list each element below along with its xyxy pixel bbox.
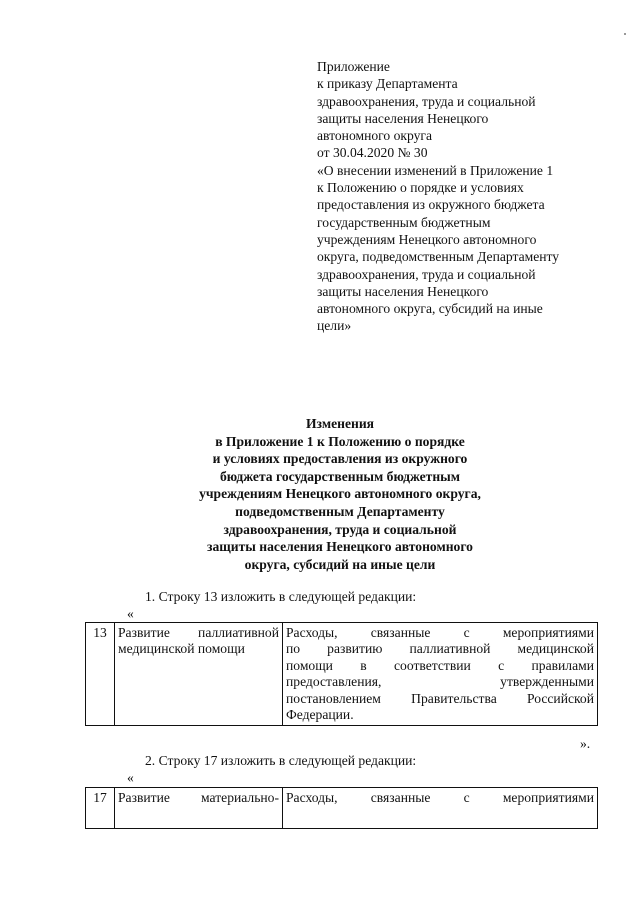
annex-line: учреждениям Ненецкого автономного [317, 231, 537, 247]
item1-text: 1. Строку 13 изложить в следующей редакции: [145, 589, 417, 604]
row-name-line: Развитие материально- [118, 790, 279, 805]
annex-line: округа, подведомственным Департаменту [317, 249, 560, 265]
row-desc-line: помощи в соответствии с правилами [286, 657, 594, 673]
title-line: округа, субсидий на иные цели [244, 556, 436, 572]
annex-line: от 30.04.2020 № 30 [317, 145, 428, 161]
annex-line: к Положению о порядке и условиях [317, 180, 524, 196]
row-description-cell [283, 623, 598, 726]
row-number: 17 [86, 788, 115, 829]
row-name-cell [115, 788, 283, 829]
document-title [150, 415, 530, 573]
item2-open-quote: « [127, 770, 134, 785]
title-line: в Приложение 1 к Положению о порядке [215, 433, 465, 449]
row-desc-line: предоставления, утвержденными [286, 674, 594, 690]
title-line: бюджета государственным бюджетным [219, 468, 461, 484]
row-desc-line: Расходы, связанные с мероприятиями [286, 625, 594, 640]
item1-close-quote: ». [580, 736, 591, 751]
row13-table [85, 622, 598, 726]
annex-line: государственным бюджетным [317, 214, 491, 230]
annex-line: Приложение [317, 59, 390, 74]
annex-line: защиты населения Ненецкого [317, 283, 489, 299]
row-desc-line: постановлением Правительства Российской [286, 690, 594, 706]
row-desc-line: Расходы, связанные с мероприятиями [286, 790, 594, 805]
table-row [86, 623, 598, 726]
row-name-line: медицинской помощи [118, 641, 245, 657]
title-line: здравоохранения, труда и социальной [223, 521, 457, 537]
row-desc-line: по развитию паллиативной медицинской [286, 641, 594, 657]
annex-line: «О внесении изменений в Приложение 1 [317, 162, 554, 178]
annex-line: автономного округа [317, 128, 433, 144]
annex-line: защиты населения Ненецкого [317, 110, 489, 126]
title-line: и условиях предоставления из окружного [212, 451, 468, 467]
title-line: подведомственным Департаменту [235, 503, 445, 519]
table-row [86, 788, 598, 829]
annex-line: здравоохранения, труда и социальной [317, 266, 536, 282]
annex-header [317, 58, 602, 335]
annex-line: предоставления из окружного бюджета [317, 197, 545, 213]
row17-table [85, 787, 598, 829]
row-name-line: Развитие паллиативной [118, 625, 279, 640]
scan-speck [624, 33, 626, 35]
annex-line: автономного округа, субсидий на иные [317, 301, 543, 317]
annex-line: к приказу Департамента [317, 76, 458, 92]
row-desc-line: Федерации. [286, 707, 354, 723]
annex-line: цели» [317, 318, 352, 334]
title-line: Изменения [305, 416, 375, 431]
row-description-cell [283, 788, 598, 829]
item1-open-quote: « [127, 606, 134, 621]
annex-line: здравоохранения, труда и социальной [317, 93, 536, 109]
item2-text: 2. Строку 17 изложить в следующей редакции: [145, 753, 417, 768]
title-line: защиты населения Ненецкого автономного [207, 539, 473, 555]
title-line: учреждениям Ненецкого автономного округа, [199, 486, 481, 502]
row-number: 13 [86, 623, 115, 726]
row-name-cell [115, 623, 283, 726]
